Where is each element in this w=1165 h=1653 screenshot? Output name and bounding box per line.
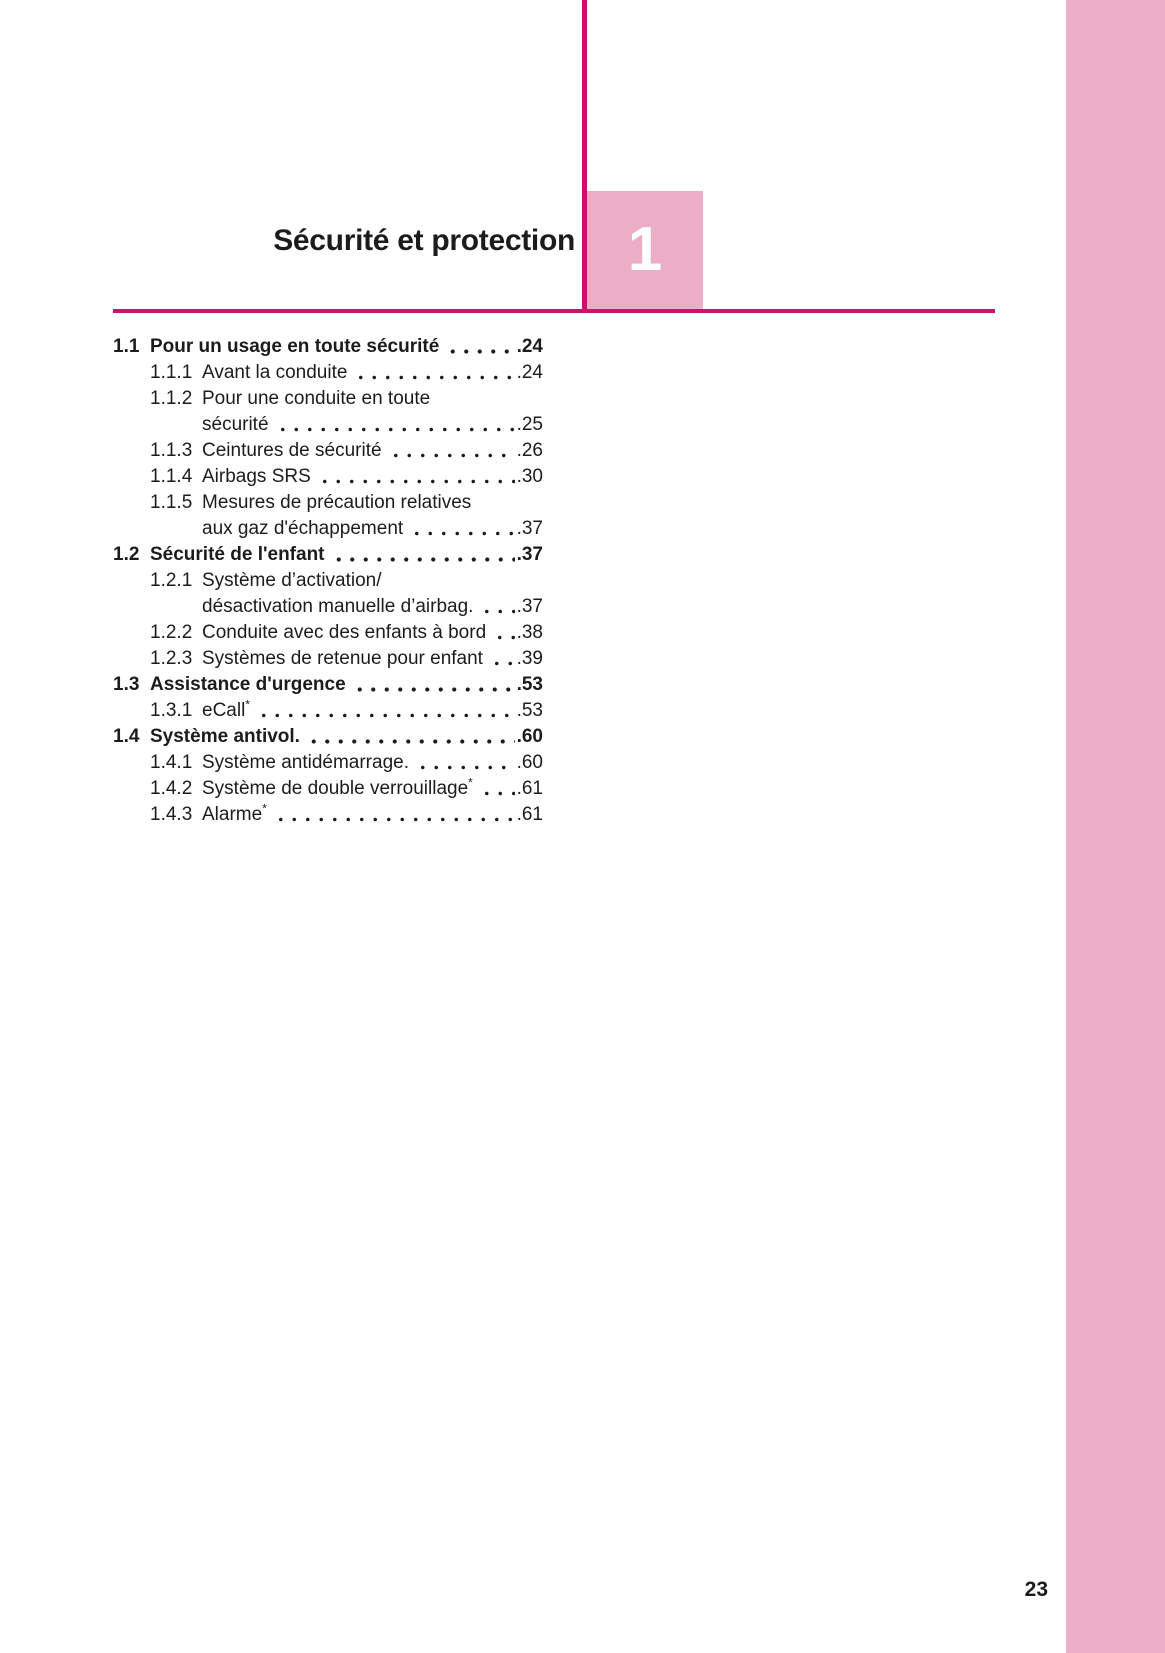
entry-title: Assistance d'urgence — [150, 674, 346, 695]
page-title: Sécurité et protection — [273, 224, 575, 257]
chapter-color-band — [1066, 0, 1165, 1653]
dot-leader — [257, 698, 515, 724]
chapter-number-badge — [587, 191, 703, 309]
entry-number: 1.1.1 — [150, 362, 193, 383]
dot-leader — [480, 776, 515, 802]
entry-number: 1.1 — [113, 336, 140, 357]
toc-entry-line — [150, 750, 543, 776]
entry-page-number: .37 — [516, 596, 543, 617]
header-horizontal-rule — [113, 309, 995, 313]
dot-leader — [490, 646, 515, 672]
entry-number: 1.1.3 — [150, 440, 193, 461]
entry-title: Système antidémarrage. — [202, 752, 409, 773]
entry-number: 1.2.2 — [150, 622, 193, 643]
entry-page-number: .37 — [516, 544, 543, 565]
toc-entry-line — [150, 360, 543, 386]
toc-entry-line — [150, 802, 543, 828]
entry-title: Conduite avec des enfants à bord — [202, 622, 487, 643]
entry-number: 1.4.3 — [150, 804, 193, 825]
entry-continuation: sécurité — [202, 414, 269, 435]
entry-title: eCall* — [202, 698, 250, 721]
entry-page-number: .24 — [516, 336, 543, 357]
page-number: 23 — [1024, 1578, 1048, 1601]
dot-leader — [307, 724, 515, 750]
toc-entry — [113, 568, 543, 620]
entry-page-number: .61 — [516, 804, 543, 825]
toc-entry-line — [150, 464, 543, 490]
entry-title: Systèmes de retenue pour enfant — [202, 648, 483, 669]
toc-entry-line — [150, 386, 543, 412]
entry-title: Système de double verrouillage* — [202, 776, 473, 799]
toc-entry-line — [150, 646, 543, 672]
footnote-asterisk: * — [262, 802, 267, 816]
toc-entry — [113, 464, 543, 490]
dot-leader — [389, 438, 515, 464]
chapter-number: 1 — [627, 215, 663, 284]
toc-entry — [113, 386, 543, 438]
dot-leader — [410, 516, 514, 542]
dot-leader — [318, 464, 515, 490]
toc-entry-line — [113, 542, 543, 568]
entry-number: 1.4 — [113, 726, 140, 747]
toc-entry — [113, 620, 543, 646]
entry-continuation: désactivation manuelle d’airbag. — [202, 596, 474, 617]
toc-entry — [113, 750, 543, 776]
entry-title: Airbags SRS — [202, 466, 311, 487]
toc-entry — [113, 334, 543, 360]
entry-page-number: .53 — [516, 700, 543, 721]
dot-leader — [446, 334, 514, 360]
toc-entry — [113, 646, 543, 672]
toc-entry-line — [150, 438, 543, 464]
dot-leader — [480, 594, 514, 620]
entry-page-number: .60 — [516, 726, 543, 747]
entry-number: 1.4.2 — [150, 778, 193, 799]
entry-page-number: .61 — [516, 778, 543, 799]
entry-title: Mesures de précaution relatives — [202, 492, 472, 513]
toc-entry-line — [150, 490, 543, 516]
toc-entry — [113, 802, 543, 828]
entry-page-number: .26 — [516, 440, 543, 461]
toc-entry-line — [150, 698, 543, 724]
entry-page-number: .38 — [516, 622, 543, 643]
toc-entry — [113, 698, 543, 724]
entry-number: 1.1.4 — [150, 466, 193, 487]
entry-title: Sécurité de l'enfant — [150, 544, 325, 565]
toc-entry-line — [150, 620, 543, 646]
entry-page-number: .24 — [516, 362, 543, 383]
dot-leader — [493, 620, 514, 646]
toc-entry-line — [113, 672, 543, 698]
toc-entry-line — [150, 594, 543, 620]
dot-leader — [276, 412, 515, 438]
entry-title: Pour une conduite en toute — [202, 388, 431, 409]
table-of-contents — [113, 334, 543, 828]
entry-title: Système d’activation/ — [202, 570, 382, 591]
entry-title: Avant la conduite — [202, 362, 348, 383]
entry-page-number: .25 — [516, 414, 543, 435]
toc-entry-line — [150, 568, 543, 594]
toc-entry — [113, 776, 543, 802]
toc-entry — [113, 360, 543, 386]
toc-entry-line — [113, 724, 543, 750]
toc-entry — [113, 724, 543, 750]
toc-entry-line — [150, 412, 543, 438]
entry-number: 1.1.5 — [150, 492, 193, 513]
entry-continuation: aux gaz d'échappement — [202, 518, 404, 539]
dot-leader — [353, 672, 515, 698]
footnote-asterisk: * — [245, 698, 250, 712]
entry-page-number: .37 — [516, 518, 543, 539]
entry-number: 1.4.1 — [150, 752, 193, 773]
entry-number: 1.1.2 — [150, 388, 193, 409]
entry-title: Ceintures de sécurité — [202, 440, 382, 461]
entry-number: 1.3.1 — [150, 700, 193, 721]
entry-page-number: .53 — [516, 674, 543, 695]
entry-page-number: .39 — [516, 648, 543, 669]
dot-leader — [332, 542, 515, 568]
entry-title: Alarme* — [202, 802, 267, 825]
toc-entry — [113, 438, 543, 464]
entry-number: 1.2.1 — [150, 570, 193, 591]
entry-number: 1.2.3 — [150, 648, 193, 669]
entry-number: 1.2 — [113, 544, 140, 565]
toc-entry-line — [113, 334, 543, 360]
dot-leader — [354, 360, 514, 386]
entry-number: 1.3 — [113, 674, 140, 695]
toc-entry-line — [150, 776, 543, 802]
dot-leader — [416, 750, 515, 776]
dot-leader — [274, 802, 515, 828]
toc-entry — [113, 542, 543, 568]
entry-title: Système antivol. — [150, 726, 300, 747]
toc-entry-line — [150, 516, 543, 542]
entry-page-number: .60 — [516, 752, 543, 773]
entry-title: Pour un usage en toute sécurité — [150, 336, 440, 357]
toc-entry — [113, 672, 543, 698]
entry-page-number: .30 — [516, 466, 543, 487]
toc-entry — [113, 490, 543, 542]
footnote-asterisk: * — [468, 776, 473, 790]
